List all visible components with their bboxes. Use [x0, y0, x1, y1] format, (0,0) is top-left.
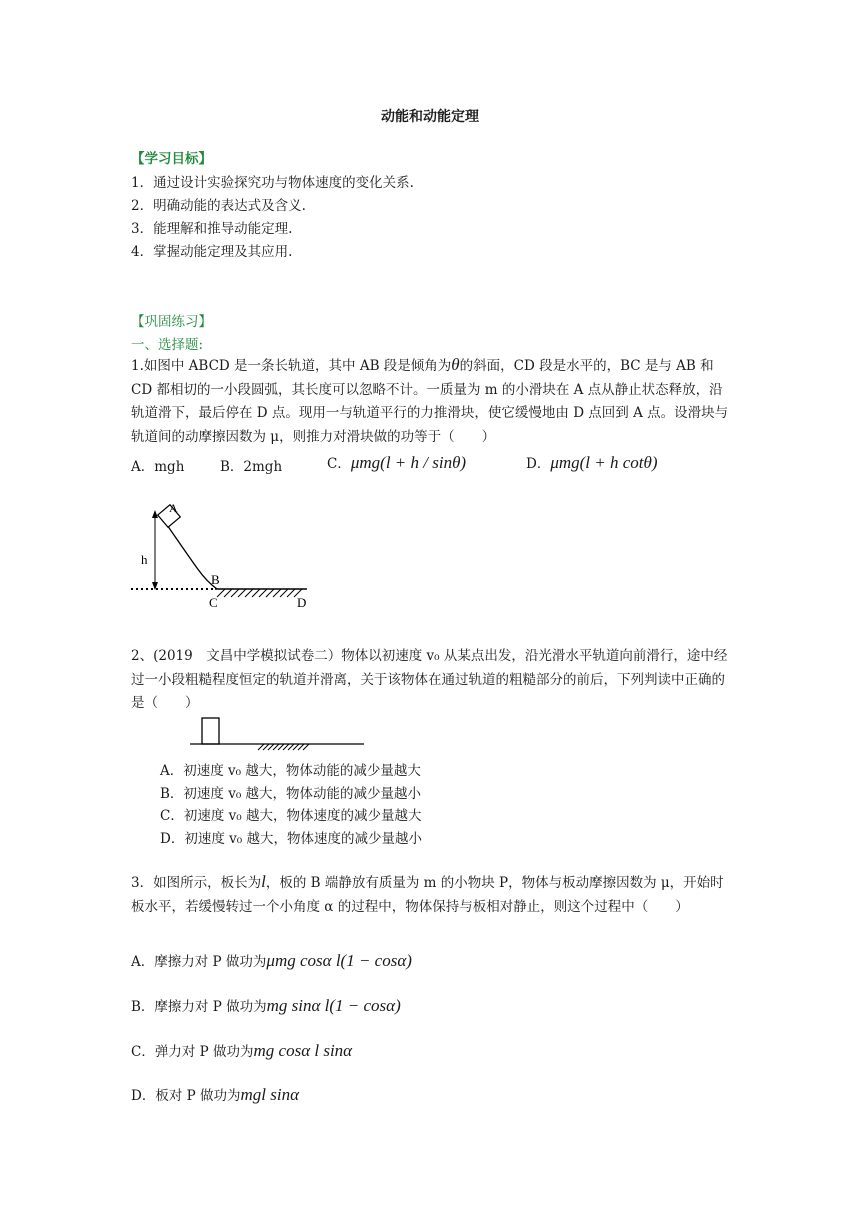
goals-header: 【学习目标】 [131, 151, 212, 167]
goal-item: 3．能理解和推导动能定理. [131, 221, 293, 237]
label-b: B [211, 572, 220, 587]
section-heading: 一、选择题: [131, 337, 204, 353]
q1-option-c: C．μmg(l + h / sinθ) [327, 453, 467, 472]
question-1-text: 1.如图中 ABCD 是一条长轨道，其中 AB 段是倾角为θ的斜面，CD 段是水平的，BC 是与 AB 和 CD 都相切的一小段圆弧，其长度可以忽略不计。一质量为 m 的小滑块在 A 点从静止状态释放，沿轨道滑下，最后停在 D 点。现用一与轨道平行的力推滑块，使它缓慢地由 D 点回到 A 点。设滑块与轨道间的动摩擦因数为 μ，则推力对滑块做的功等于（ ） [131, 355, 729, 445]
q2-option-d: D．初速度 v₀ 越大，物体速度的减少量越小 [160, 831, 422, 847]
question-2-text: 2、(2019 文昌中学模拟试卷二）物体以初速度 v₀ 从某点出发，沿光滑水平轨道向前滑行，途中经过一小段粗糙程度恒定的轨道并滑离，关于该物体在通过轨道的粗糙部分的前后，下列判读中正确的是（ ） [131, 648, 728, 711]
page-title: 动能和动能定理 [381, 109, 479, 125]
label-c: C [209, 595, 218, 610]
goal-item: 1．通过设计实验探究功与物体速度的变化关系. [131, 175, 414, 191]
q1-option-b: B．2mgh [220, 459, 283, 475]
q3-option-b: B．摩擦力对 P 做功为mg sinα l(1 − cosα) [131, 996, 401, 1015]
theta-symbol: θ [451, 355, 460, 374]
q3-option-c: C．弹力对 P 做功为mg cosα l sinα [131, 1041, 353, 1060]
practice-header: 【巩固练习】 [131, 314, 212, 330]
goal-item: 2．明确动能的表达式及含义. [131, 198, 306, 214]
q1-option-a: A．mgh [131, 459, 185, 475]
label-d: D [297, 595, 307, 610]
q1-option-d: D．μmg(l + h cotθ) [526, 453, 658, 472]
label-h: h [141, 552, 148, 567]
q3-option-d: D．板对 P 做功为mgl sinα [131, 1085, 300, 1104]
q2-option-a: A．初速度 v₀ 越大，物体动能的减少量越大 [160, 763, 421, 779]
q3-option-a: A．摩擦力对 P 做功为μmg cosα l(1 − cosα) [131, 951, 412, 970]
q2-track-figure [188, 714, 368, 754]
question-3-text: 3．如图所示，板长为l，板的 B 端静放有质量为 m 的小物块 P，物体与板动摩擦因数为 μ，开始时板水平，若缓慢转过一个小角度 α 的过程中，物体保持与板相对静止，则这个过程中（ ） [131, 872, 724, 915]
q2-option-c: C．初速度 v₀ 越大，物体速度的减少量越大 [160, 808, 422, 824]
label-a: A [169, 501, 178, 515]
q1-track-figure [125, 496, 325, 616]
l-symbol: l [261, 872, 266, 891]
goal-item: 4．掌握动能定理及其应用. [131, 244, 293, 260]
q2-option-b: B．初速度 v₀ 越大，物体动能的减少量越小 [160, 786, 422, 802]
